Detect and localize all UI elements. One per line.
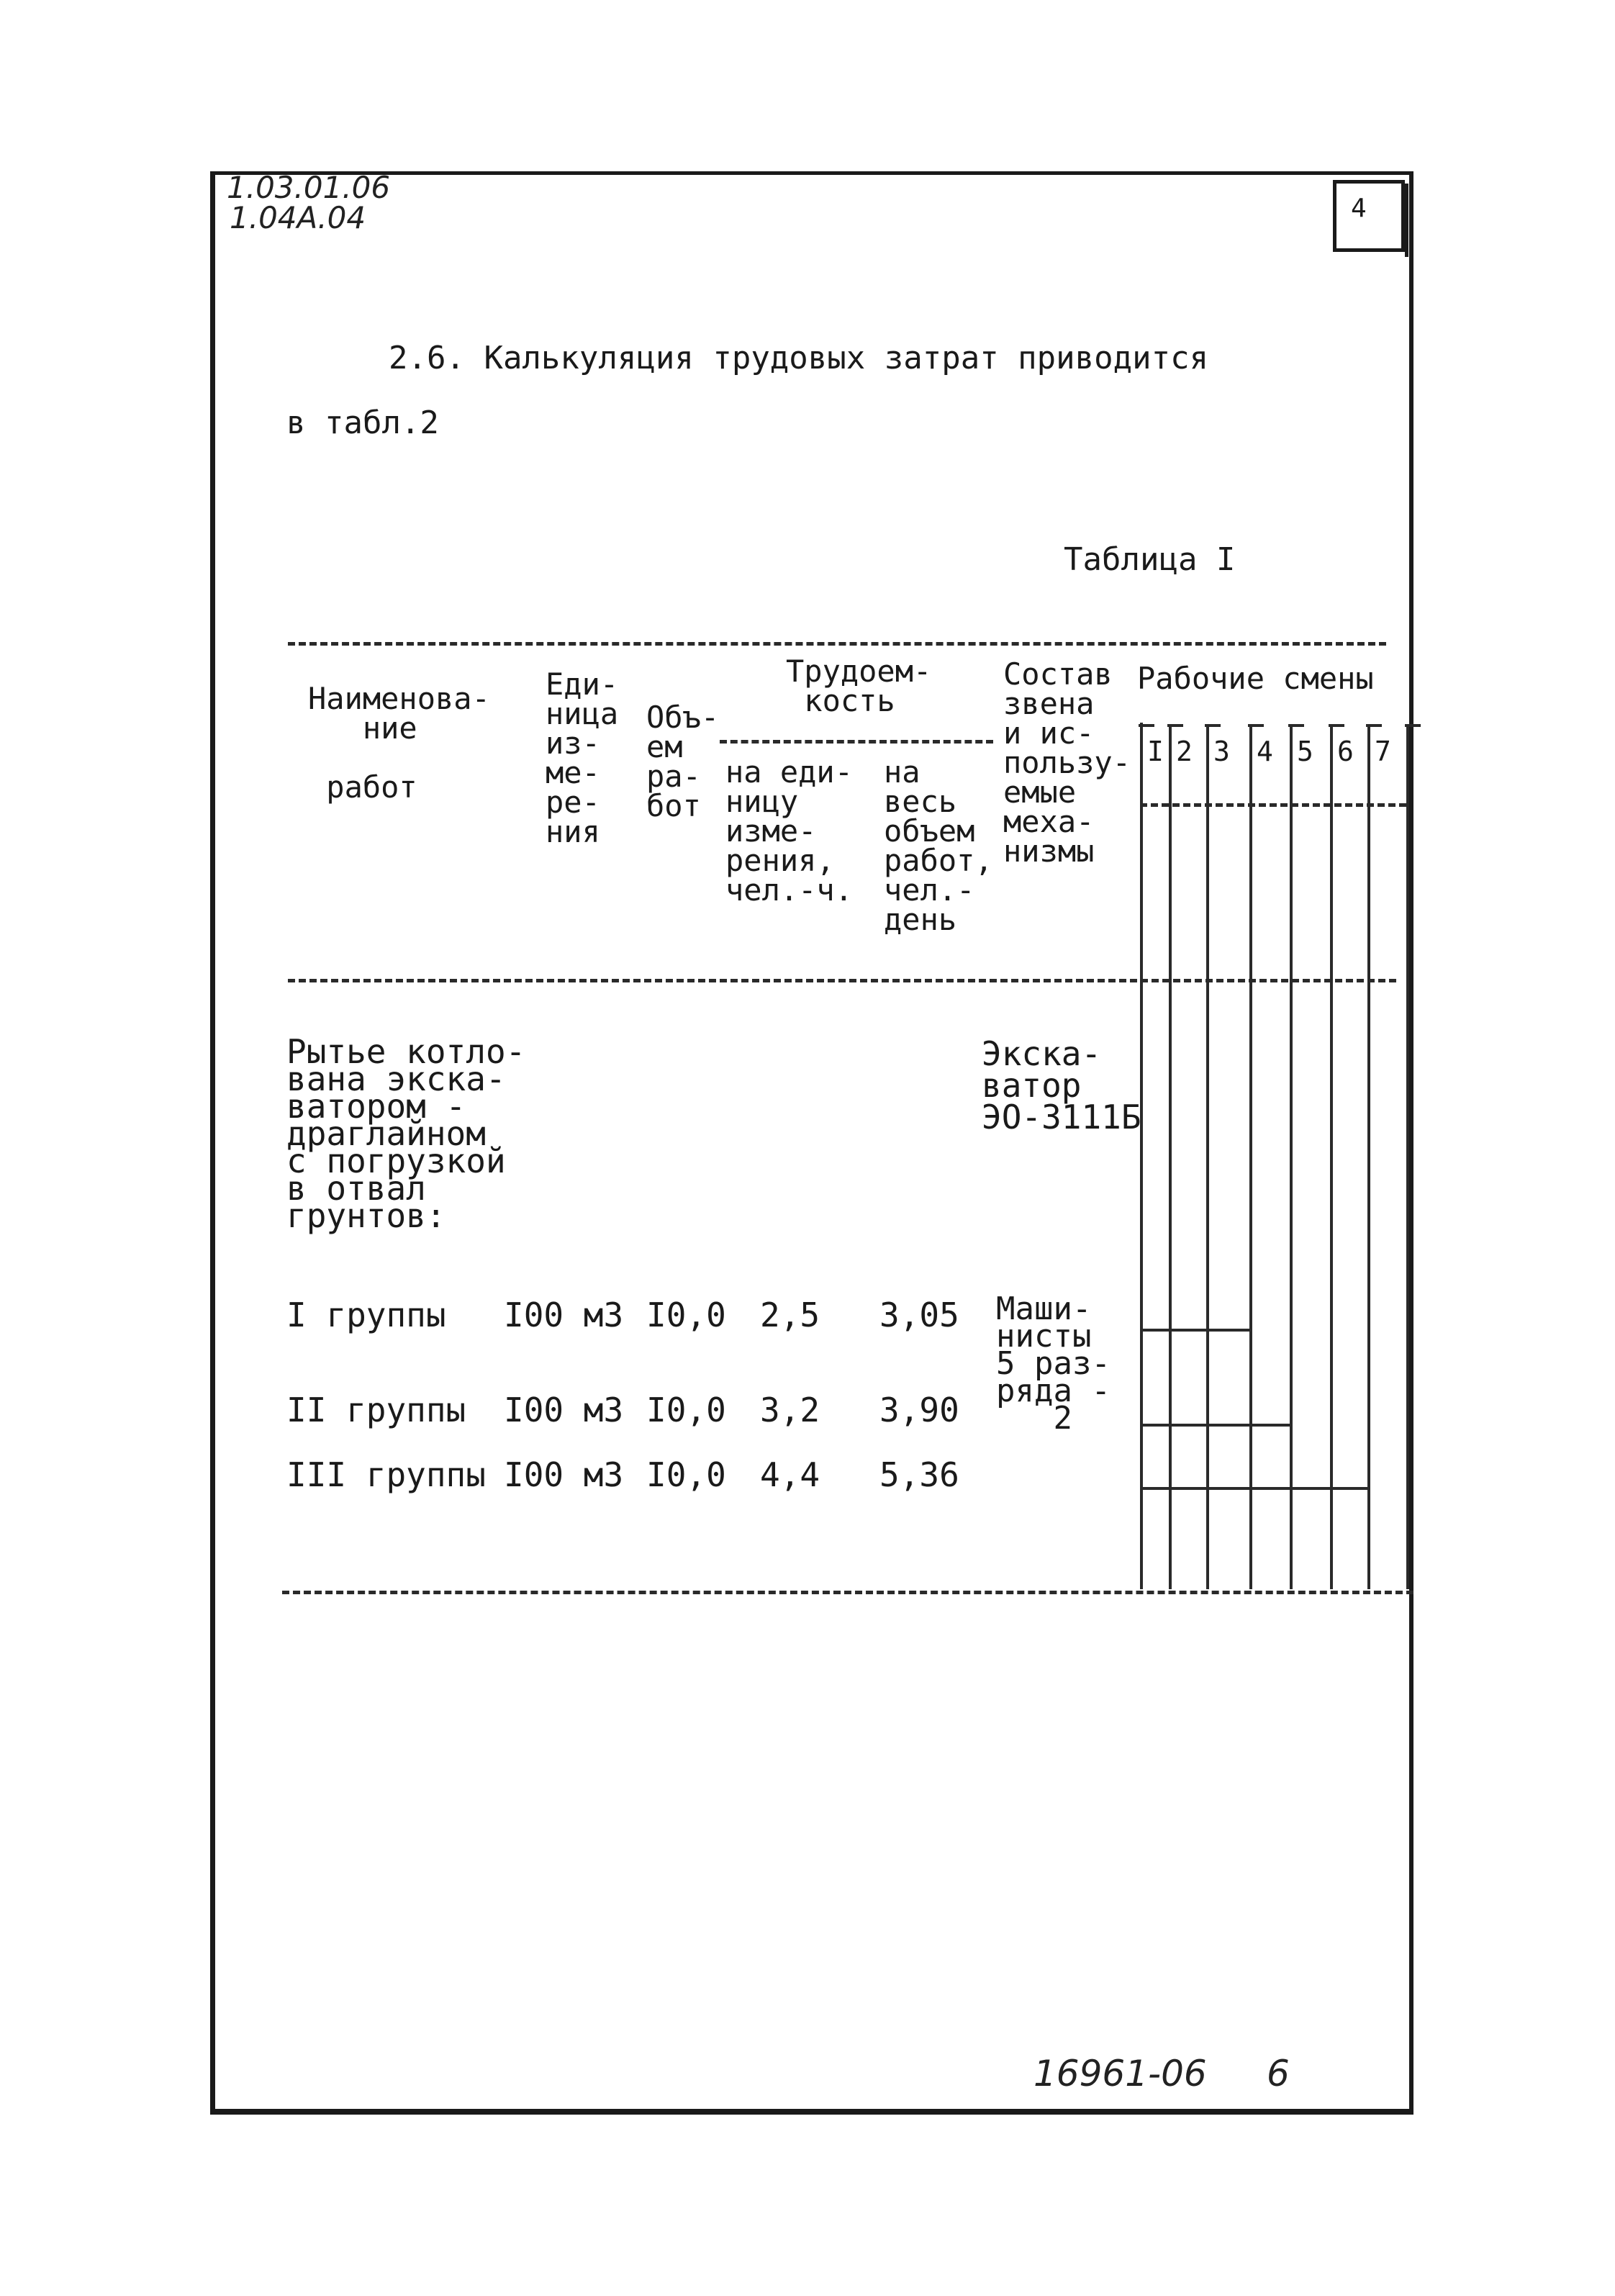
header-crew: Состав звена и ис- пользу- емые меха- низмы: [1003, 656, 1131, 869]
row-per-unit: 4,4: [760, 1455, 820, 1494]
row-unit: I00 м3: [504, 1296, 624, 1334]
shift-column-line: [1406, 727, 1409, 1589]
shift-column-tick: [1248, 724, 1264, 727]
header-bottom-rule: [288, 979, 1396, 982]
document-code-2: 1.04А.04: [230, 200, 366, 235]
row-unit: I00 м3: [504, 1391, 624, 1429]
table-top-rule: [288, 642, 1386, 646]
footer-sheet: 6: [1267, 2053, 1290, 2094]
footer-code: 16961-06: [1033, 2053, 1207, 2094]
shift-column-tick: [1288, 724, 1304, 727]
shift-column-tick: [1139, 724, 1154, 727]
row-total: 3,05: [879, 1296, 959, 1334]
shift-number: 7: [1375, 736, 1391, 767]
shift-column-tick: [1205, 724, 1221, 727]
document-codes: [227, 170, 391, 235]
shift-column-line: [1290, 727, 1293, 1589]
shift-column-tick: [1329, 724, 1344, 727]
row-volume: I0,0: [646, 1455, 726, 1494]
header-labor-per-unit: на еди- ницу изме- рения, чел.-ч.: [725, 754, 854, 908]
shift-column-tick: [1366, 724, 1382, 727]
page-number-box: [1333, 180, 1405, 252]
shift-bar: [1140, 1329, 1249, 1332]
row-group: III группы: [286, 1455, 486, 1494]
shift-bar: [1140, 1424, 1290, 1427]
shift-column-line: [1140, 723, 1143, 1589]
shift-number: 4: [1257, 736, 1273, 767]
row-group: II группы: [286, 1391, 466, 1429]
machine-name: Экска- ватор ЭО-3111Б: [982, 1034, 1141, 1136]
row-group: I группы: [286, 1296, 446, 1334]
shift-column-tick: [1405, 724, 1421, 727]
shift-bar: [1140, 1487, 1367, 1490]
header-labor-total: на весь объем работ, чел.- день: [884, 754, 993, 937]
paragraph-line-1: 2.6. Калькуляция трудовых затрат приводится: [389, 340, 1209, 376]
header-labor: Трудоем- кость: [786, 654, 932, 718]
shift-column-line: [1367, 727, 1370, 1589]
row-total: 3,90: [879, 1391, 959, 1429]
document-code-1: 1.03.01.06: [227, 170, 391, 205]
shift-column-line: [1249, 727, 1252, 1589]
paragraph-line-2: в табл.2: [286, 404, 439, 441]
table-bottom-rule: [282, 1591, 1413, 1594]
header-volume: Объ- ем ра- бот: [646, 700, 720, 823]
row-volume: I0,0: [646, 1391, 726, 1429]
row-volume: I0,0: [646, 1296, 726, 1334]
header-unit: Еди- ница из- ме- ре- ния: [546, 666, 619, 849]
shift-column-line: [1169, 727, 1172, 1589]
page-number: 4: [1351, 194, 1367, 223]
work-name: Рытье котло- вана экска- ватором - драглайном с погрузкой в отвал грунтов:: [286, 1032, 526, 1235]
row-per-unit: 3,2: [760, 1391, 820, 1429]
shift-number: 3: [1213, 736, 1230, 767]
row-per-unit: 2,5: [760, 1296, 820, 1334]
shift-number: I: [1147, 736, 1164, 767]
header-shifts: Рабочие смены: [1137, 661, 1374, 696]
labor-sub-rule: [720, 740, 993, 744]
shift-column-tick: [1167, 724, 1183, 727]
shift-number: 5: [1297, 736, 1313, 767]
shifts-sub-rule: [1140, 803, 1406, 807]
shift-number: 6: [1337, 736, 1354, 767]
row-unit: I00 м3: [504, 1455, 624, 1494]
shift-number: 2: [1176, 736, 1193, 767]
shift-column-line: [1206, 727, 1209, 1589]
crew-note: Маши- нисты 5 раз- ряда - 2: [996, 1291, 1110, 1437]
header-work-name: Наименова- ние работ: [308, 681, 490, 805]
table-caption: Таблица I: [1064, 541, 1236, 578]
row-total: 5,36: [879, 1455, 959, 1494]
shift-column-line: [1330, 727, 1333, 1589]
